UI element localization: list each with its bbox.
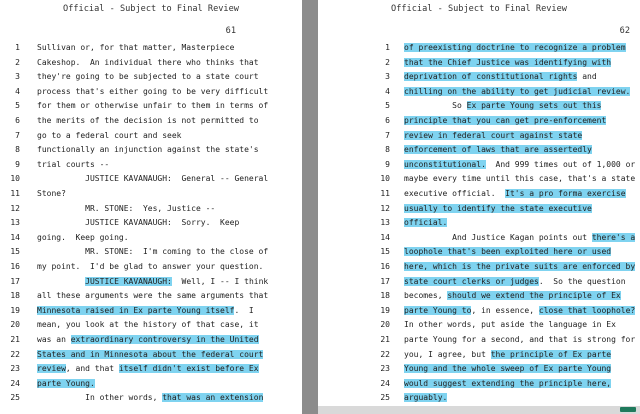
transcript-line xyxy=(37,143,259,157)
line-text: In other words, xyxy=(37,393,163,403)
transcript-line xyxy=(404,158,635,172)
line-number: 8 xyxy=(15,145,20,155)
line-number: 23 xyxy=(10,364,20,374)
transcript-line xyxy=(37,348,263,362)
highlighted-text: itself didn't exist before Ex xyxy=(118,364,259,374)
line-text: the merits of the decision is not permitted to xyxy=(37,116,259,125)
highlighted-text: extraordinary controversy in the United xyxy=(70,335,259,344)
page-number: 62 xyxy=(619,26,630,36)
line-number: 10 xyxy=(10,174,20,184)
transcript-line xyxy=(404,260,635,274)
transcript-line xyxy=(404,289,621,303)
transcript-line xyxy=(37,231,129,245)
line-number: 7 xyxy=(385,130,390,140)
highlighted-text: here, which is the private suits are enforced by xyxy=(404,262,636,271)
line-number: 12 xyxy=(10,203,20,213)
line-text: going. Keep going. xyxy=(37,232,129,242)
highlighted-text: Minnesota raised in Ex parte Young itself xyxy=(37,305,235,315)
line-number: 20 xyxy=(10,320,20,330)
highlighted-text: review xyxy=(37,364,66,374)
line-number: 10 xyxy=(380,174,390,184)
highlighted-text: there's a xyxy=(591,232,636,242)
line-number: 6 xyxy=(15,116,20,125)
line-number: 24 xyxy=(10,378,20,388)
page-header: Official - Subject to Final Review xyxy=(63,4,239,14)
highlighted-text: Young and the whole sweep of Ex parte Young xyxy=(404,364,612,374)
page-number: 61 xyxy=(225,26,236,36)
transcript-line xyxy=(37,304,254,318)
highlighted-text: arguably. xyxy=(404,393,448,403)
highlighted-text: principle that you can get pre-enforcement xyxy=(404,116,607,125)
transcript-line xyxy=(37,85,268,99)
highlighted-text: States and in Minnesota about the federal court xyxy=(37,349,264,359)
transcript-line xyxy=(404,245,611,259)
transcript-line xyxy=(37,202,215,216)
transcript-line xyxy=(404,231,635,245)
transcript-line xyxy=(404,216,447,230)
line-text: So xyxy=(404,101,467,111)
transcript-line xyxy=(37,377,95,391)
line-text: JUSTICE KAVANAUGH: General -- General xyxy=(37,174,269,184)
highlighted-text: should we extend the principle of Ex xyxy=(447,291,621,301)
page-header: Official - Subject to Final Review xyxy=(391,4,567,14)
line-number: 7 xyxy=(15,130,20,140)
highlighted-text: that the Chief Justice was identifying with xyxy=(404,57,612,67)
line-number: 4 xyxy=(385,86,390,96)
line-text: maybe every time until this case, that's a state xyxy=(404,174,636,184)
line-number: 16 xyxy=(380,262,390,271)
line-text: And Justice Kagan points out xyxy=(404,232,592,242)
line-number: 18 xyxy=(10,291,20,301)
transcript-line xyxy=(37,391,263,405)
highlighted-text: that was an extension xyxy=(162,393,264,403)
transcript-line xyxy=(37,56,259,70)
transcript-line xyxy=(404,348,611,362)
highlighted-text: review in federal court against state xyxy=(404,130,583,140)
transcript-line xyxy=(37,187,66,201)
transcript-line xyxy=(37,245,268,259)
highlighted-text: parte Young to xyxy=(404,305,472,315)
transcript-line xyxy=(404,362,611,376)
line-number: 3 xyxy=(15,72,20,82)
line-number: 23 xyxy=(380,364,390,374)
line-text: Cakeshop. An individual there who thinks that xyxy=(37,57,259,67)
line-number: 21 xyxy=(10,335,20,344)
line-number: 15 xyxy=(380,247,390,257)
line-number: 19 xyxy=(380,305,390,315)
transcript-line xyxy=(404,70,597,84)
transcript-line xyxy=(37,114,259,128)
transcript-line xyxy=(404,333,635,347)
line-text: MR. STONE: Yes, Justice -- xyxy=(37,203,216,213)
line-number: 11 xyxy=(10,189,20,198)
line-number: 11 xyxy=(380,189,390,198)
line-text: all these arguments were the same arguments that xyxy=(37,291,269,301)
line-number: 19 xyxy=(10,305,20,315)
line-number: 22 xyxy=(380,349,390,359)
transcript-line xyxy=(404,318,616,332)
line-number: 14 xyxy=(380,232,390,242)
line-text: parte Young for a second, and that is strong for xyxy=(404,335,636,344)
transcript-line xyxy=(404,41,626,55)
line-text: go to a federal court and seek xyxy=(37,130,182,140)
line-text: , and that xyxy=(65,364,119,374)
line-number: 14 xyxy=(10,232,20,242)
highlighted-text: Ex parte Young sets out this xyxy=(466,101,602,111)
line-text xyxy=(37,277,85,286)
transcript-line xyxy=(404,187,626,201)
transcript-line xyxy=(37,318,259,332)
line-text: In other words, put aside the language in Ex xyxy=(404,320,616,330)
line-number: 21 xyxy=(380,335,390,344)
line-number: 8 xyxy=(385,145,390,155)
line-number: 17 xyxy=(10,276,20,286)
highlighted-text: unconstitutional. xyxy=(404,159,486,169)
transcript-line xyxy=(37,333,259,347)
line-number: 22 xyxy=(10,349,20,359)
line-number: 13 xyxy=(10,218,20,228)
line-number: 4 xyxy=(15,86,20,96)
line-text: . So the question xyxy=(538,276,626,286)
line-text: mean, you look at the history of that case, it xyxy=(37,320,259,330)
line-text: and xyxy=(577,72,597,82)
line-number: 1 xyxy=(385,43,390,52)
transcript-line xyxy=(404,391,447,405)
highlighted-text: loophole that's been exploited here or used xyxy=(404,247,612,257)
line-number: 12 xyxy=(380,203,390,213)
transcript-line xyxy=(37,289,268,303)
transcript-line xyxy=(37,172,268,186)
transcript-line xyxy=(404,85,630,99)
horizontal-scrollbar[interactable] xyxy=(318,406,640,414)
line-number: 3 xyxy=(385,72,390,82)
transcript-line xyxy=(404,275,626,289)
transcript-line xyxy=(404,99,601,113)
page-gutter xyxy=(302,0,318,414)
line-text: functionally an injunction against the state's xyxy=(37,145,259,155)
highlighted-text: would suggest extending the principle here, xyxy=(404,378,612,388)
line-number: 20 xyxy=(380,320,390,330)
highlighted-text: official. xyxy=(404,218,448,228)
line-text: And 999 times out of 1,000 or xyxy=(485,159,636,169)
line-number: 25 xyxy=(380,393,390,403)
line-number: 9 xyxy=(385,159,390,169)
line-text: MR. STONE: I'm coming to the close of xyxy=(37,247,269,257)
highlighted-text: chilling on the ability to get judicial review. xyxy=(404,86,631,96)
line-text: JUSTICE KAVANAUGH: Sorry. Keep xyxy=(37,218,240,228)
highlighted-text: usually to identify the state executive xyxy=(404,203,592,213)
transcript-line xyxy=(404,202,592,216)
highlighted-text: It's a pro forma exercise xyxy=(505,189,626,198)
transcript-line xyxy=(37,260,263,274)
transcript-line xyxy=(37,70,259,84)
transcript-line xyxy=(404,56,611,70)
line-number: 6 xyxy=(385,116,390,125)
highlighted-text: JUSTICE KAVANAUGH: xyxy=(85,276,172,286)
line-number: 16 xyxy=(10,262,20,271)
line-text: . I xyxy=(234,305,254,315)
line-number: 2 xyxy=(385,57,390,67)
transcript-line xyxy=(404,377,611,391)
transcript-line xyxy=(404,143,592,157)
line-text: trial courts -- xyxy=(37,159,110,169)
line-number: 18 xyxy=(380,291,390,301)
line-number: 5 xyxy=(15,101,20,111)
transcript-line xyxy=(37,275,268,289)
line-text: Stone? xyxy=(37,189,66,198)
transcript-line xyxy=(37,362,259,376)
transcript-line xyxy=(37,99,268,113)
highlighted-text: deprivation of constitutional rights xyxy=(404,72,578,82)
transcript-line xyxy=(404,129,582,143)
transcript-line xyxy=(404,304,635,318)
line-number: 2 xyxy=(15,57,20,67)
line-number: 15 xyxy=(10,247,20,257)
line-text: was an xyxy=(37,335,71,344)
highlighted-text: of preexisting doctrine to recognize a problem xyxy=(404,43,626,52)
line-text: they're going to be subjected to a state court xyxy=(37,72,259,82)
highlighted-text: close that loophole? xyxy=(538,305,636,315)
highlighted-text: parte Young. xyxy=(37,378,95,388)
highlighted-text: the principle of Ex parte xyxy=(490,349,612,359)
transcript-page-right xyxy=(318,0,640,414)
transcript-page-left xyxy=(0,0,302,414)
line-number: 24 xyxy=(380,378,390,388)
transcript-line xyxy=(37,41,234,55)
transcript-line xyxy=(404,172,635,186)
line-text: for them or otherwise unfair to them in terms of xyxy=(37,101,269,111)
line-text: , in essence, xyxy=(471,305,539,315)
transcript-line xyxy=(37,216,239,230)
line-text: process that's either going to be very difficult xyxy=(37,86,269,96)
line-text: you, I agree, but xyxy=(404,349,491,359)
scrollbar-thumb[interactable] xyxy=(620,407,636,412)
line-number: 25 xyxy=(10,393,20,403)
transcript-line xyxy=(37,158,109,172)
line-number: 17 xyxy=(380,276,390,286)
line-text: Well, I -- I think xyxy=(171,276,269,286)
highlighted-text: enforcement of laws that are assertedly xyxy=(404,145,592,155)
line-text: executive official. xyxy=(404,189,506,198)
transcript-line xyxy=(404,114,606,128)
highlighted-text: state court clerks or judges xyxy=(404,276,539,286)
line-text: Sullivan or, for that matter, Masterpiece xyxy=(37,43,235,52)
line-text: becomes, xyxy=(404,291,448,301)
transcript-line xyxy=(37,129,182,143)
line-text: my point. I'd be glad to answer your question. xyxy=(37,262,264,271)
line-number: 5 xyxy=(385,101,390,111)
line-number: 13 xyxy=(380,218,390,228)
line-number: 9 xyxy=(15,159,20,169)
line-number: 1 xyxy=(15,43,20,52)
